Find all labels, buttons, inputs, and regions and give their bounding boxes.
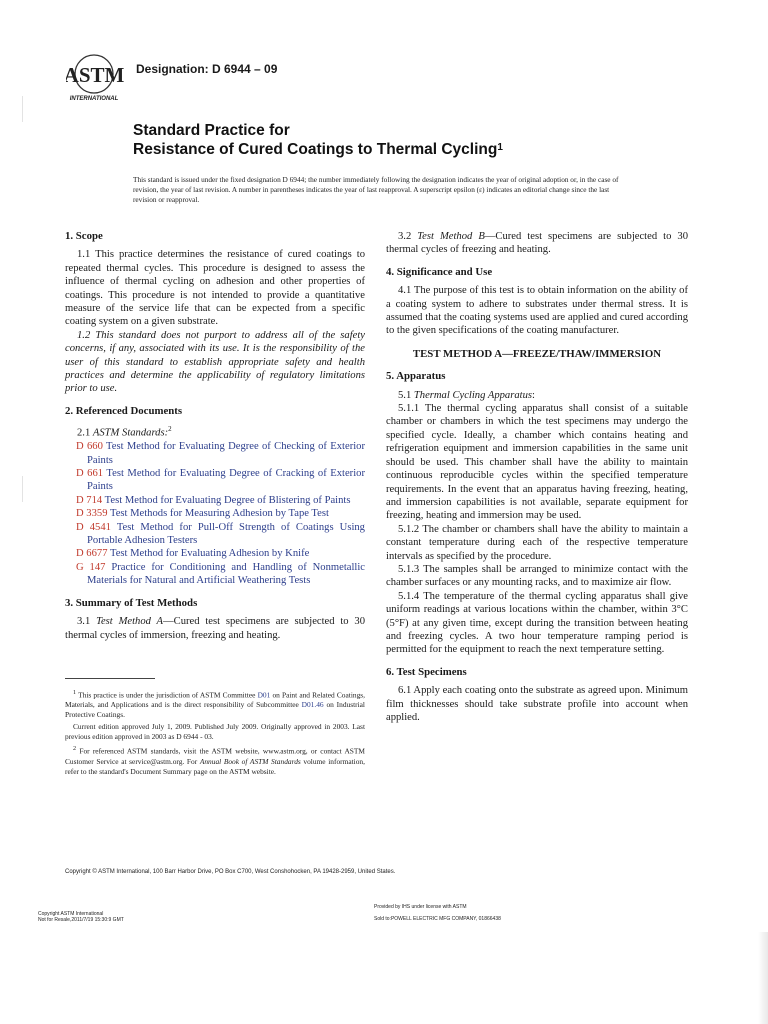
section-heading-referenced-documents: 2. Referenced Documents	[65, 404, 183, 417]
reference-item	[65, 467, 365, 494]
reference-code-link[interactable]: D 3359	[76, 508, 108, 520]
footnote-1: $^1$ This practice is under the jurisdiction of ASTM Committee D01 on Paint and Related Coatings, Materials, and Applications and is the direct responsibility of Subcommittee D01.46 on Industrial Protective Coatings.	[65, 690, 365, 720]
reference-item	[65, 440, 365, 467]
section-heading-summary: 3. Summary of Test Methods	[65, 596, 198, 609]
paragraph-3-2: 3.2 Test Method B—Cured test specimens are subjected to 30 thermal cycles of freezing and heating.	[386, 231, 688, 256]
title-line-1: Standard Practice for	[133, 122, 290, 139]
paragraph-1-2: 1.2 This standard does not purport to address all of the safety concerns, if any, associated with its use. It is the responsibility of the user of this standard to establish appropriate safety and health practices and determine the applicability of regulatory limitations prior to use.	[65, 329, 365, 395]
copyright-line: Copyright © ASTM International, 100 Barr Harbor Drive, PO Box C700, West Conshohocken, PA 19428-2959, United States.	[65, 869, 396, 875]
subcommittee-link[interactable]: D01.46	[301, 700, 324, 710]
section-heading-scope: 1. Scope	[65, 230, 103, 242]
footnotes	[65, 688, 365, 779]
footer-right: Provided by IHS under license with ASTM Sold to:POWELL ELECTRIC MFG COMPANY, 01866438	[374, 904, 501, 922]
section-heading-significance: 4. Significance and Use	[386, 265, 493, 278]
logo-subtext: INTERNATIONAL	[69, 96, 119, 102]
right-column	[386, 230, 688, 724]
title-text: Resistance of Cured Coatings to Thermal Cycling	[133, 141, 498, 158]
reference-code-link[interactable]: G 147	[76, 561, 106, 573]
reference-title-link[interactable]: Practice for Conditioning and Handling of Nonmetallic Materials for Natural and Artificial Weathering Tests	[87, 561, 365, 587]
reference-title-link[interactable]: Test Method for Evaluating Degree of Checking of Exterior Paints	[87, 441, 365, 466]
paragraph-2-1: 2.1 ASTM Standards:$^2$	[77, 425, 172, 439]
paragraph-6-1: 6.1 Apply each coating onto the substrate as agreed upon. Minimum film thicknesses should take substrate profile into account when applied.	[386, 685, 688, 723]
title-footnote-mark: 1	[497, 142, 503, 153]
scan-margin-mark	[22, 476, 23, 502]
reference-code-link[interactable]: D 714	[76, 494, 103, 506]
reference-code-link[interactable]: D 6677	[76, 548, 108, 560]
reference-title-link[interactable]: Test Methods for Measuring Adhesion by Tape Test	[109, 508, 329, 520]
page-edge-shadow	[758, 932, 768, 1024]
title-line-2	[133, 140, 693, 159]
reference-item	[65, 507, 365, 520]
reference-code-link[interactable]: D 4541	[76, 521, 111, 533]
designation: Designation: D 6944 – 09	[136, 62, 278, 76]
reference-item	[65, 561, 365, 588]
reference-item	[65, 547, 365, 560]
astm-logo	[66, 52, 128, 104]
paragraph-4-1: 4.1 The purpose of this test is to obtain information on the ability of a coating system to adhere to substrates under thermal stress. It is assumed that the coating systems used are applied and cured according to the given specifications of the coating manufacturer.	[386, 285, 688, 337]
reference-title-link[interactable]: Test Method for Evaluating Adhesion by Knife	[109, 548, 310, 560]
document-title	[133, 121, 693, 159]
paragraph-1-1: 1.1 This practice determines the resistance of cured coatings to repeated thermal cycles. This procedure is designed to assess the influence of thermal cycling on adhesion and other properties of coatings. This procedure is not intended to provide a quantitative measure of the service life that can be expected from a specific coating system on a given substrate.	[65, 249, 365, 328]
test-method-a-heading: TEST METHOD A—FREEZE/THAW/IMMERSION	[412, 347, 662, 360]
committee-link[interactable]: D01	[257, 690, 271, 700]
paragraph-5-1-1: 5.1.1 The thermal cycling apparatus shall consist of a suitable chamber or chambers in which the test specimens may undergo the specified cycle. Ideally, a chamber which contains heating and refrigeration equipment and immersion capabilities in the same unit should be used. This chamber shall have the ability to maintain continuous reproducible cycles within the specified temperature requirements. In the event that an apparatus having freezing, heating, and immersion capabilities is not available, separate equipment for freezing, heating and immersion may be used.	[386, 403, 688, 522]
reference-title-link[interactable]: Test Method for Evaluating Degree of Blistering of Paints	[104, 494, 351, 506]
reference-item	[65, 521, 365, 548]
reference-title-link[interactable]: Test Method for Evaluating Degree of Cracking of Exterior Paints	[87, 468, 365, 493]
reference-list	[65, 440, 365, 587]
paragraph-5-1-3: 5.1.3 The samples shall be arranged to minimize contact with the chamber surfaces or any mounting racks, and to maximize air flow.	[386, 563, 688, 589]
footnote-rule	[65, 678, 155, 679]
section-heading-test-specimens: 6. Test Specimens	[386, 665, 467, 678]
paragraph-5-1-4: 5.1.4 The temperature of the thermal cycling apparatus shall give uniform readings at various locations within the chamber, within 3°C (5°F) at any given time, except during the transition between heating and freezing cycles. A two hour temperature ramping period is permitted for the equipment to reach the next temperature setting.	[386, 590, 688, 656]
scan-margin-mark	[22, 96, 23, 122]
paragraph-3-1: 3.1 Test Method A—Cured test specimens are subjected to 30 thermal cycles of immersion, freezing and heating.	[65, 616, 366, 641]
left-column	[65, 230, 365, 642]
footnote-2: $^2$ For referenced ASTM standards, visit the ASTM website, www.astm.org, or contact ASTM Customer Service at service@astm.org. For Annual Book of ASTM Standards volume information, refer to the standard's Document Summary page on the ASTM website.	[65, 746, 365, 776]
paragraph-5-1-2: 5.1.2 The chamber or chambers shall have the ability to maintain a constant temperature during each of the respective temperature intervals as specified by the procedure.	[386, 523, 688, 562]
footnote-edition: Current edition approved July 1, 2009. Published July 2009. Originally approved in 2003. Last previous edition approved in 2003 as D 6944 - 03.	[65, 722, 365, 742]
logo-text: ASTM	[66, 63, 125, 87]
reference-title-link[interactable]: Test Method for Pull-Off Strength of Coatings Using Portable Adhesion Testers	[87, 521, 365, 547]
reference-code-link[interactable]: D 660	[76, 441, 103, 453]
section-heading-apparatus: 5. Apparatus	[386, 370, 446, 383]
footer-left: Copyright ASTM International Not for Resale,2011/7/19 15:30:9 GMT	[38, 911, 124, 923]
reference-code-link[interactable]: D 661	[76, 468, 104, 480]
paragraph-5-1: 5.1 Thermal Cycling Apparatus:	[398, 389, 535, 401]
reference-item	[65, 494, 365, 507]
issuance-notice: This standard is issued under the fixed designation D 6944; the number immediately following the designation indicates the year of original adoption or, in the case of revision, the year of last revision. A number in parentheses indicates the year of last reapproval. A superscript epsilon (ε) indicates an editorial change since the last revision or reapproval.	[133, 175, 619, 204]
